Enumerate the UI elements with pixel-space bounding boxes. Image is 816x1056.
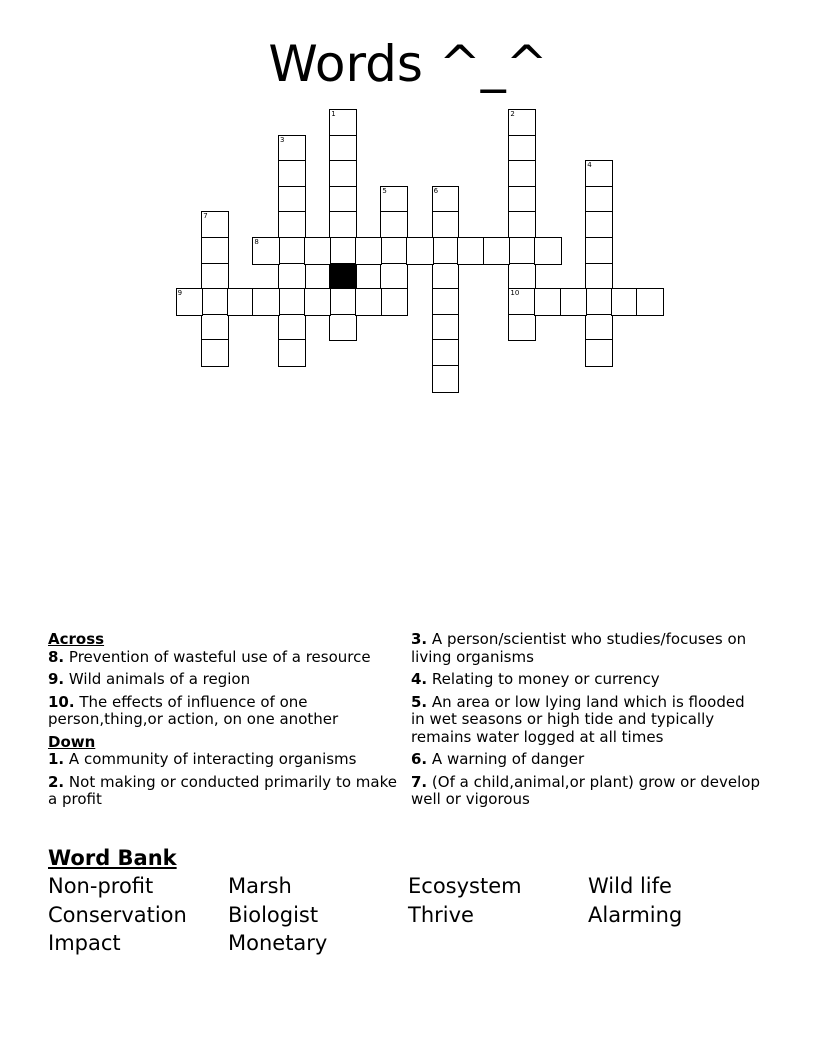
clues-left-column xyxy=(48,631,403,814)
grid-cell[interactable] xyxy=(509,161,535,187)
clue-number-label: 1 xyxy=(331,110,336,118)
grid-cell[interactable] xyxy=(202,340,228,366)
word-bank-item: Biologist xyxy=(228,902,319,927)
grid-cell[interactable] xyxy=(330,110,356,136)
grid-cell[interactable] xyxy=(202,315,228,341)
grid-cell[interactable] xyxy=(586,161,612,187)
grid-cell[interactable] xyxy=(177,289,203,315)
grid-cell[interactable] xyxy=(509,136,535,162)
grid-cell[interactable] xyxy=(509,315,535,341)
grid-cell[interactable] xyxy=(279,315,305,341)
grid-cell[interactable] xyxy=(330,238,356,264)
word-bank-item: Wild life xyxy=(588,874,672,898)
grid-cell[interactable] xyxy=(228,289,254,315)
grid-cell[interactable] xyxy=(279,136,305,162)
grid-cell[interactable] xyxy=(586,315,612,341)
grid-cell[interactable] xyxy=(586,212,612,238)
grid-cell[interactable] xyxy=(433,340,459,366)
grid-black-cell xyxy=(330,264,356,290)
clue-down-7: 7. (Of a child,animal,or plant) grow or develop well or vigorous xyxy=(411,772,760,808)
grid-cell[interactable] xyxy=(330,161,356,187)
grid-cell[interactable] xyxy=(509,212,535,238)
clue-across-8: 8. Prevention of wasteful use of a resource xyxy=(48,647,371,666)
grid-cell[interactable] xyxy=(279,289,305,315)
clue-down-4: 4. Relating to money or currency xyxy=(411,670,660,688)
word-bank-item: Thrive xyxy=(408,902,474,927)
grid-cell[interactable] xyxy=(253,289,279,315)
grid-cell[interactable] xyxy=(586,340,612,366)
grid-cell[interactable] xyxy=(279,340,305,366)
grid-cell[interactable] xyxy=(586,289,612,315)
grid-cell[interactable] xyxy=(433,238,459,264)
grid-cell[interactable] xyxy=(433,315,459,341)
grid-cell[interactable] xyxy=(253,238,279,264)
word-bank-item: Marsh xyxy=(228,874,292,898)
grid-cell[interactable] xyxy=(433,366,459,392)
grid-cell[interactable] xyxy=(586,238,612,264)
word-bank-item: Non-profit xyxy=(48,874,154,898)
down-heading: Down xyxy=(48,732,96,751)
grid-cell[interactable] xyxy=(330,187,356,213)
grid-cell[interactable] xyxy=(433,187,459,213)
clue-across-9: 9. Wild animals of a region xyxy=(48,670,251,688)
grid-cell[interactable] xyxy=(509,110,535,136)
grid-cell[interactable] xyxy=(330,136,356,162)
grid-cell[interactable] xyxy=(561,289,587,315)
grid-cell[interactable] xyxy=(330,315,356,341)
word-bank-item: Impact xyxy=(48,931,121,955)
grid-cell[interactable] xyxy=(458,238,484,264)
grid-cell[interactable] xyxy=(433,212,459,238)
clue-down-6: 6. A warning of danger xyxy=(411,750,585,768)
across-heading: Across xyxy=(48,630,105,648)
clue-down-3: 3. A person/scientist who studies/focuses on living organisms xyxy=(411,630,747,666)
grid-cell[interactable] xyxy=(381,187,407,213)
clue-number-label: 6 xyxy=(433,186,439,195)
grid-cell[interactable] xyxy=(433,264,459,290)
grid-cell[interactable] xyxy=(279,264,305,290)
puzzle-title: Words ^_^ xyxy=(268,35,548,93)
grid-cell[interactable] xyxy=(586,264,612,290)
grid-cell[interactable] xyxy=(509,238,535,264)
grid-cell[interactable] xyxy=(202,264,228,290)
grid-cell[interactable] xyxy=(637,289,663,315)
grid-cell[interactable] xyxy=(356,289,382,315)
grid-cell[interactable] xyxy=(279,238,305,264)
grid-cell[interactable] xyxy=(509,187,535,213)
grid-cell[interactable] xyxy=(202,238,228,264)
grid-cell[interactable] xyxy=(484,238,510,264)
word-bank-item: Conservation xyxy=(48,902,187,927)
clue-number-label: 4 xyxy=(587,161,592,170)
grid-cell[interactable] xyxy=(407,238,433,264)
clue-number-label: 7 xyxy=(203,212,208,221)
grid-cell[interactable] xyxy=(202,289,228,315)
clues-right-column xyxy=(411,631,761,814)
grid-cell[interactable] xyxy=(535,289,561,315)
grid-cell[interactable] xyxy=(509,264,535,290)
word-bank-item: Ecosystem xyxy=(408,874,522,898)
clue-number-label: 5 xyxy=(382,186,387,195)
word-bank-title: Word Bank xyxy=(48,846,177,870)
clue-down-1: 1. A community of interacting organisms xyxy=(48,750,357,768)
grid-cell[interactable] xyxy=(381,264,407,290)
grid-cell[interactable] xyxy=(381,289,407,315)
grid-cell[interactable] xyxy=(586,187,612,213)
grid-cell[interactable] xyxy=(330,212,356,238)
grid-cell[interactable] xyxy=(612,289,638,315)
clue-number-label: 8 xyxy=(254,238,259,246)
crossword-grid xyxy=(0,0,816,420)
grid-cell[interactable] xyxy=(381,212,407,238)
grid-cell[interactable] xyxy=(305,238,331,264)
clue-number-label: 9 xyxy=(177,289,183,298)
grid-cell[interactable] xyxy=(509,289,535,315)
grid-cell[interactable] xyxy=(305,289,331,315)
clue-across-10: 10. The effects of influence of one person,thing,or action, on one another xyxy=(48,692,339,728)
grid-cell[interactable] xyxy=(330,289,356,315)
grid-cell[interactable] xyxy=(381,238,407,264)
word-bank-item: Monetary xyxy=(228,931,328,955)
clue-number-label: 2 xyxy=(510,110,515,118)
grid-cell[interactable] xyxy=(535,238,561,264)
grid-cell[interactable] xyxy=(433,289,459,315)
clue-number-label: 3 xyxy=(280,135,285,144)
grid-cell[interactable] xyxy=(202,212,228,238)
clue-number-label: 10 xyxy=(510,289,520,298)
word-bank-item: Alarming xyxy=(588,902,683,927)
grid-cell[interactable] xyxy=(356,238,382,264)
clue-down-5: 5. An area or low lying land which is flooded in wet seasons or high tide and typically remains water logged at all times xyxy=(411,692,745,746)
grid-cell[interactable] xyxy=(279,212,305,238)
clue-down-2: 2. Not making or conducted primarily to make a profit xyxy=(48,772,397,808)
grid-cell[interactable] xyxy=(279,161,305,187)
grid-cell[interactable] xyxy=(279,187,305,213)
